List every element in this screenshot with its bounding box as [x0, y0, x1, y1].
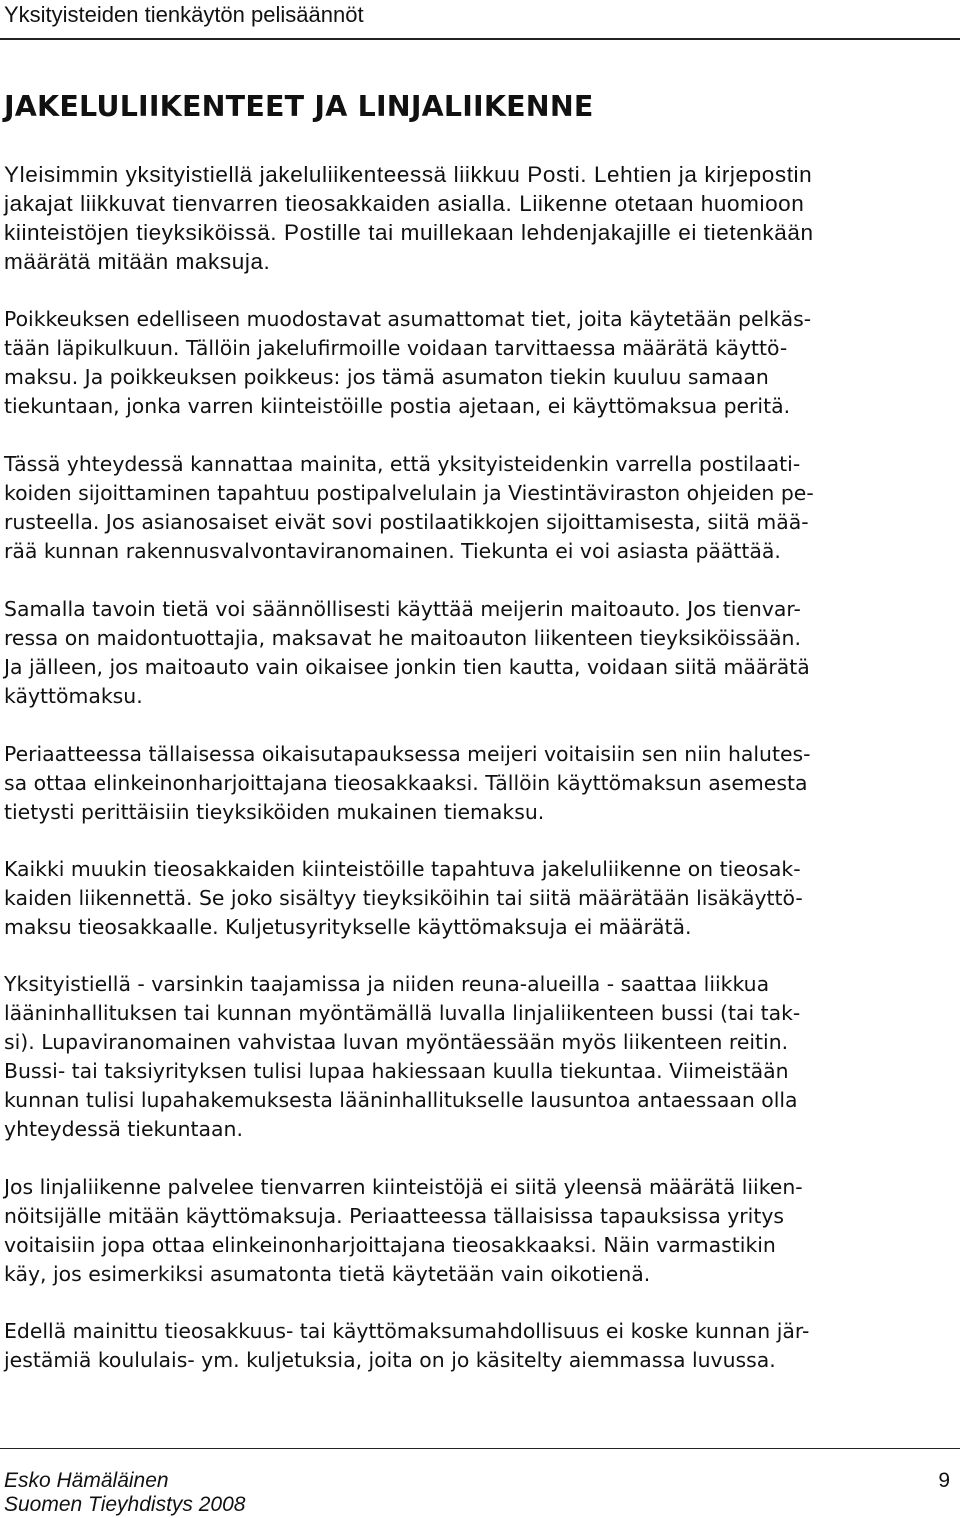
text-line: rusteella. Jos asianosaiset eivät sovi postilaatikkojen sijoittamisesta, siitä mää- [4, 510, 809, 534]
text-line: lääninhallituksen tai kunnan myöntämällä luvalla linjaliikenteen bussi (tai tak- [4, 1001, 801, 1025]
text-line: jakajat liikkuvat tienvarren tieosakkaiden asialla. Liikenne otetaan huomioon [4, 191, 805, 216]
text-line: si). Lupaviranomainen vahvistaa luvan myöntäessään myös liikenteen reitin. [4, 1030, 789, 1054]
text-line: kiinteistöjen tieyksiköissä. Postille tai muillekaan lehdenjakajille ei tietenkään [4, 220, 814, 245]
paragraph [4, 160, 944, 276]
text-line: rää kunnan rakennusvalvontaviranomainen. Tiekunta ei voi asiasta päättää. [4, 539, 781, 563]
text-line: jestämiä koululais- ym. kuljetuksia, joita on jo käsitelty aiemmassa luvussa. [4, 1348, 776, 1372]
text-line: maksu tieosakkaalle. Kuljetusyritykselle käyttömaksuja ei määrätä. [4, 915, 692, 939]
header-divider [0, 38, 960, 40]
paragraph [4, 450, 944, 566]
text-line: kaiden liikennettä. Se joko sisältyy tieyksiköihin tai siitä määrätään lisäkäyttö- [4, 886, 803, 910]
running-header: Yksityisteiden tienkäytön pelisäännöt [4, 2, 364, 27]
footer-organization: Suomen Tieyhdistys 2008 [4, 1493, 246, 1516]
text-line: kunnan tulisi lupahakemuksesta lääninhallitukselle lausuntoa antaessaan olla [4, 1088, 798, 1112]
text-line: koiden sijoittaminen tapahtuu postipalvelulain ja Viestintäviraston ohjeiden pe- [4, 481, 814, 505]
text-line: määrätä mitään maksuja. [4, 249, 271, 274]
text-line: Jos linjaliikenne palvelee tienvarren kiinteistöjä ei siitä yleensä määrätä liiken- [4, 1175, 803, 1199]
text-line: voitaisiin jopa ottaa elinkeinonharjoittajana tieosakkaaksi. Näin varmastikin [4, 1233, 776, 1257]
paragraph [4, 855, 944, 942]
text-line: Yksityistiellä - varsinkin taajamissa ja niiden reuna-alueilla - saattaa liikkua [4, 972, 770, 996]
page-number: 9 [938, 1469, 950, 1492]
paragraph [4, 1173, 944, 1289]
text-line: Bussi- tai taksiyrityksen tulisi lupaa hakiessaan kuulla tiekuntaa. Viimeistään [4, 1059, 789, 1083]
page-title: JAKELULIIKENTEET JA LINJALIIKENNE [4, 90, 594, 123]
text-line: ressa on maidontuottajia, maksavat he maitoauton liikenteen tieyksiköissään. [4, 626, 801, 650]
paragraph [4, 1317, 944, 1375]
text-line: Edellä mainittu tieosakkuus- tai käyttömaksumahdollisuus ei koske kunnan jär- [4, 1319, 810, 1343]
text-line: Ja jälleen, jos maitoauto vain oikaisee jonkin tien kautta, voidaan siitä määrätä [4, 655, 810, 679]
text-line: maksu. Ja poikkeuksen poikkeus: jos tämä asumaton tiekin kuuluu samaan [4, 365, 769, 389]
text-line: Kaikki muukin tieosakkaiden kiinteistöille tapahtuva jakeluliikenne on tieosak- [4, 857, 801, 881]
text-line: Tässä yhteydessä kannattaa mainita, että yksityisteidenkin varrella postilaati- [4, 452, 801, 476]
text-line: tiekuntaan, jonka varren kiinteistöille postia ajetaan, ei käyttömaksua peritä. [4, 394, 791, 418]
text-line: sa ottaa elinkeinonharjoittajana tieosakkaaksi. Tällöin käyttömaksun asemesta [4, 771, 808, 795]
text-line: käy, jos esimerkiksi asumatonta tietä käytetään vain oikotienä. [4, 1262, 651, 1286]
text-line: tietysti perittäisiin tieyksiköiden mukainen tiemaksu. [4, 800, 545, 824]
footer-divider [0, 1448, 960, 1449]
text-line: Poikkeuksen edelliseen muodostavat asumattomat tiet, joita käytetään pelkäs- [4, 307, 812, 331]
footer-author: Esko Hämäläinen [4, 1469, 169, 1492]
paragraph [4, 595, 944, 711]
text-line: nöitsijälle mitään käyttömaksuja. Periaatteessa tällaisissa tapauksissa yritys [4, 1204, 785, 1228]
text-line: tään läpikulkuun. Tällöin jakelufirmoille voidaan tarvittaessa määrätä käyttö- [4, 336, 788, 360]
text-line: Periaatteessa tällaisessa oikaisutapauksessa meijeri voitaisiin sen niin halutes- [4, 742, 811, 766]
text-line: Yleisimmin yksityistiellä jakeluliikenteessä liikkuu Posti. Lehtien ja kirjepostin [4, 162, 813, 187]
text-line: Samalla tavoin tietä voi säännöllisesti käyttää meijerin maitoauto. Jos tienvar- [4, 597, 801, 621]
paragraph [4, 740, 944, 827]
text-line: yhteydessä tiekuntaan. [4, 1117, 243, 1141]
text-line: käyttömaksu. [4, 684, 143, 708]
paragraph [4, 970, 944, 1144]
paragraph [4, 305, 944, 421]
